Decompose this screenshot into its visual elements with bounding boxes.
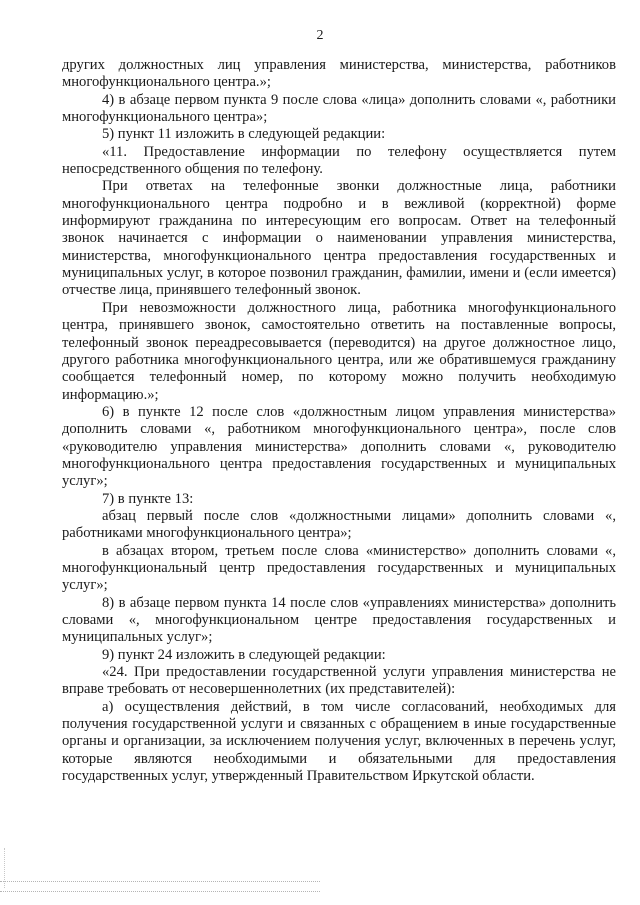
paragraph-item-8: 8) в абзаце первом пункта 14 после слов «управлениях министерства» дополнить словами «, многофункциональном центре предоставления государственных и муниципальных услуг»; <box>62 594 616 646</box>
scan-margin-marks <box>4 848 7 888</box>
paragraph-item-9: 9) пункт 24 изложить в следующей редакции: <box>102 646 386 663</box>
paragraph-continuation: других должностных лиц управления министерства, министерства, работников многофункционального центра.»; <box>62 57 616 91</box>
paragraph-item-5: 5) пункт 11 изложить в следующей редакции: <box>102 126 386 143</box>
paragraph-clause-11-answers: При ответах на телефонные звонки должностные лица, работники многофункционального центра подробно и в вежливой (корректной) форме информируют гражданина по интересующим его вопросам. Ответ на телефонный звонок начинается с информации о наименовании управления министерства, министерства, многофункционального центра предоставления государственных и муниципальных услуг, в которое позвонил гражданин, фамилии, имени и (если имеется) отчестве лица, принявшего телефонный звонок. <box>62 178 616 299</box>
paragraph-item-7: 7) в пункте 13: <box>102 490 194 507</box>
document-body <box>62 57 616 785</box>
paragraph-clause-11-redirect: При невозможности должностного лица, работника многофункционального центра, принявшего звонок, самостоятельно ответить на поставленные вопросы, телефонный звонок переадресовывается (переводится) на другое должностное лицо, другого работника многофункционального центра, или же обратившемуся гражданину сообщается телефонный номер, по которому можно получить необходимую информацию.»; <box>62 299 616 403</box>
paragraph-item-7-second-third: в абзацах втором, третьем после слова «министерство» дополнить словами «, многофункциональный центр предоставления государственных и муниципальных услуг»; <box>62 542 616 594</box>
paragraph-clause-11: «11. Предоставление информации по телефону осуществляется путем непосредственного общения по телефону. <box>62 143 616 178</box>
page-number: 2 <box>316 28 324 43</box>
scan-edge-line <box>0 881 320 882</box>
paragraph-clause-24-a: а) осуществления действий, в том числе согласований, необходимых для получения государственной услуги и связанных с обращением в иные государственные органы и организации, за исключением получения услуг, включенных в перечень услуг, которые являются необходимыми и обязательными для предоставления государственных услуг, утвержденный Правительством Иркутской области. <box>62 698 616 785</box>
paragraph-item-7-first: абзац первый после слов «должностными лицами» дополнить словами «, работниками многофункционального центра»; <box>62 507 616 542</box>
paragraph-item-4: 4) в абзаце первом пункта 9 после слова «лица» дополнить словами «, работники многофункционального центра»; <box>62 91 616 126</box>
scan-edge-line <box>0 891 320 892</box>
paragraph-clause-24: «24. При предоставлении государственной услуги управления министерства не вправе требовать от несовершеннолетних (их представителей): <box>62 664 616 698</box>
paragraph-item-6: 6) в пункте 12 после слов «должностным лицом управления министерства» дополнить словами «, работником многофункционального центра», после слов «руководителю управления министерства» дополнить словами «, руководителю многофункционального центра предоставления государственных и муниципальных услуг»; <box>62 403 616 490</box>
